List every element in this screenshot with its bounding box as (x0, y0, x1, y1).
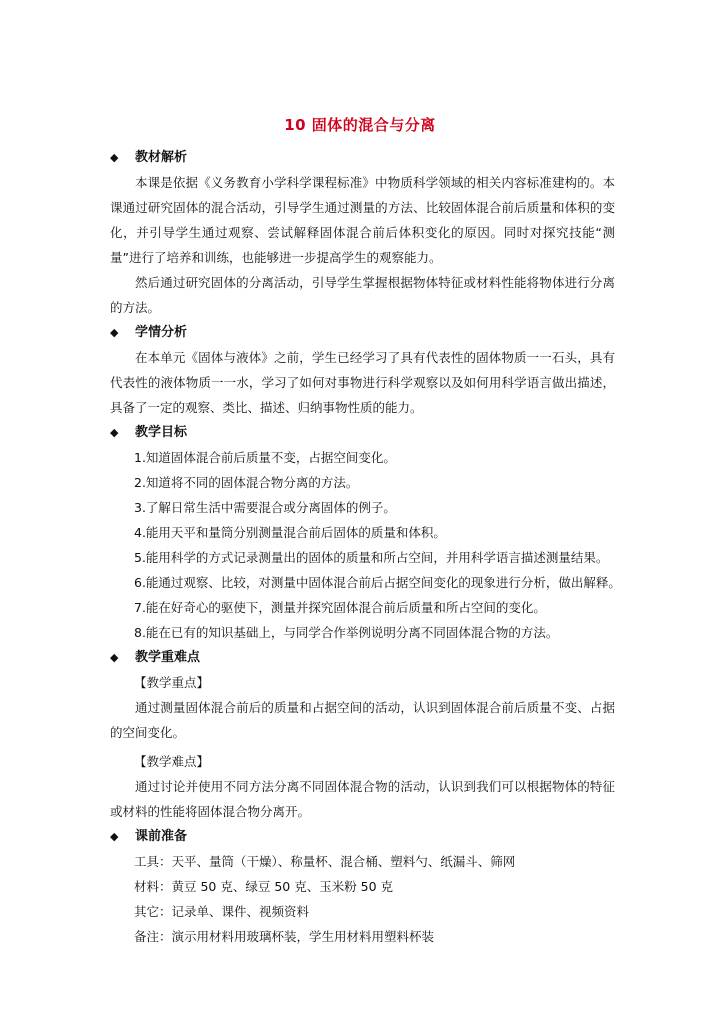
section-heading-goals (110, 420, 615, 445)
section-heading-label: 课前准备 (135, 829, 188, 844)
focus-label: 【教学重点】 (134, 675, 210, 690)
goal-item: 1.知道固体混合前后质量不变，占据空间变化。 (134, 450, 396, 465)
goal-item: 3.了解日常生活中需要混合或分离固体的例子。 (134, 500, 396, 515)
prep-line-materials: 材料：黄豆 50 克、绿豆 50 克、玉米粉 50 克 (134, 879, 394, 894)
section-heading-label: 教学目标 (135, 425, 188, 440)
section-heading-keypoints (110, 645, 615, 670)
difficulty-label: 【教学难点】 (134, 754, 210, 769)
paragraph: 在本单元《固体与液体》之前，学生已经学习了具有代表性的固体物质一一石头，具有代表性的液体物质一一水，学习了如何对事物进行科学观察以及如何用科学语言做出描述，具备了一定的观察、类比、描述、归纳事物性质的能力。 (110, 350, 615, 415)
diamond-bullet-icon: ◆ (110, 326, 119, 339)
prep-line-tools: 工具：天平、量筒（干燥）、称量杯、混合桶、塑料勺、纸漏斗、筛网 (134, 854, 516, 869)
section-heading-prep (110, 824, 615, 849)
section-heading-analysis (110, 145, 615, 170)
goal-item: 2.知道将不同的固体混合物分离的方法。 (134, 475, 359, 490)
goal-item: 7.能在好奇心的驱使下，测量并探究固体混合前后质量和所占空间的变化。 (134, 600, 546, 615)
difficulty-text: 通过讨论并使用不同方法分离不同固体混合物的活动，认识到我们可以根据物体的特征或材料的性能将固体混合物分离开。 (110, 779, 615, 819)
diamond-bullet-icon: ◆ (110, 830, 119, 843)
document-body (110, 145, 621, 949)
page-title: 10 固体的混合与分离 (284, 116, 436, 134)
focus-text: 通过测量固体混合前后的质量和占据空间的活动，认识到固体混合前后质量不变、占据的空间变化。 (110, 700, 615, 740)
section-heading-students (110, 320, 615, 345)
section-heading-label: 学情分析 (135, 325, 188, 340)
diamond-bullet-icon: ◆ (110, 151, 119, 164)
diamond-bullet-icon: ◆ (110, 426, 119, 439)
paragraph: 然后通过研究固体的分离活动，引导学生掌握根据物体特征或材料性能将物体进行分离的方法。 (110, 275, 615, 315)
goal-item: 8.能在已有的知识基础上，与同学合作举例说明分离不同固体混合物的方法。 (134, 625, 559, 640)
prep-line-notes: 备注：演示用材料用玻璃杯装，学生用材料用塑料杯装 (134, 929, 435, 944)
section-heading-label: 教材解析 (135, 150, 188, 165)
goal-item: 4.能用天平和量筒分别测量混合前后固体的质量和体积。 (134, 525, 446, 540)
goal-item: 5.能用科学的方式记录测量出的固体的质量和所占空间，并用科学语言描述测量结果。 (134, 550, 609, 565)
paragraph: 本课是依据《义务教育小学科学课程标准》中物质科学领域的相关内容标准建构的。本课通过研究固体的混合活动，引导学生通过测量的方法、比较固体混合前后质量和体积的变化，并引导学生通过观察、尝试解释固体混合前后体积变化的原因。同时对探究技能“测量”进行了培养和训练，也能够进一步提高学生的观察能力。 (110, 175, 615, 265)
section-heading-label: 教学重难点 (135, 650, 201, 665)
goal-item: 6.能通过观察、比较，对测量中固体混合前后占据空间变化的现象进行分析，做出解释。 (134, 575, 621, 590)
diamond-bullet-icon: ◆ (110, 651, 119, 664)
prep-line-other: 其它：记录单、课件、视频资料 (134, 904, 310, 919)
